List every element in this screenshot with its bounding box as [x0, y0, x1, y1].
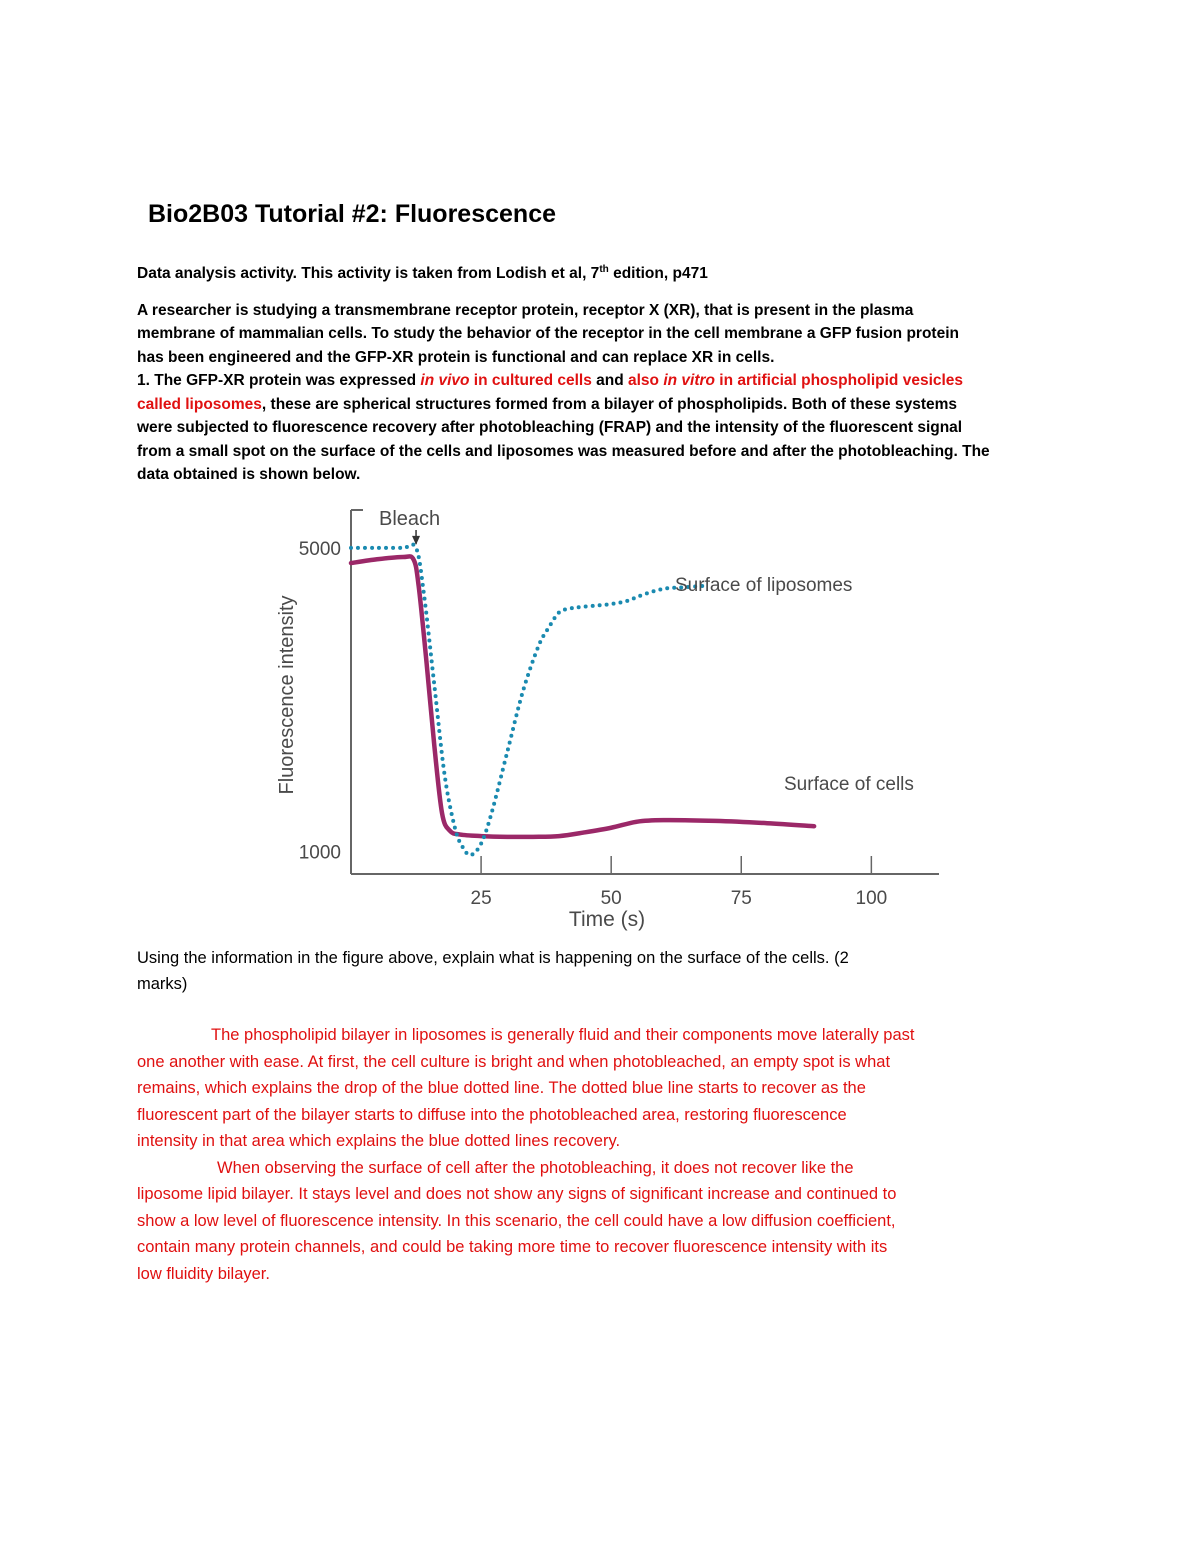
q1-highlight: also [627, 372, 664, 389]
question-section [137, 945, 1067, 997]
answer-line: When observing the surface of cell after the photobleaching, it does not recover like the [217, 1158, 854, 1177]
y-tick-label: 5000 [298, 538, 341, 560]
q1-text: , these are spherical structures formed from a bilayer of phospholipids. Both of these systems [261, 395, 958, 413]
x-tick-label: 25 [470, 888, 492, 909]
legend-liposomes-label: Surface of liposomes [675, 575, 853, 596]
q1-highlight: called liposomes [137, 395, 262, 413]
question-line: Using the information in the figure above, explain what is happening on the surface of the cells. (2 [137, 949, 849, 967]
frap-chart [255, 500, 955, 940]
question-1-line: from a small spot on the surface of the cells and liposomes was measured before and after the photobleaching. The [137, 442, 990, 460]
legend-cells-label: Surface of cells [784, 774, 914, 795]
q1-text: 1. The GFP-XR protein was expressed [137, 372, 421, 389]
answer-line: one another with ease. At first, the cell culture is bright and when photobleached, an empty spot is what [137, 1052, 891, 1071]
question-1-line: data obtained is shown below. [137, 466, 361, 483]
question-1-line [137, 369, 1067, 393]
question-line: marks) [137, 975, 188, 993]
series-line-surface-of-cells [351, 556, 814, 837]
answer-line: remains, which explains the drop of the blue dotted line. The dotted blue line starts to recover as the [137, 1079, 866, 1097]
y-axis-label: Fluorescence intensity [276, 595, 298, 795]
question-1-line [137, 393, 1067, 417]
bleach-annotation: Bleach [379, 508, 441, 530]
page-title: Bio2B03 Tutorial #2: Fluorescence [148, 200, 556, 228]
x-axis-label: Time (s) [568, 908, 646, 931]
series-line-surface-of-liposomes [351, 545, 705, 856]
answer-line: show a low level of fluorescence intensity. In this scenario, the cell could have a low diffusion coefficient, [137, 1211, 896, 1230]
source-line [137, 262, 1067, 286]
question-1-line: were subjected to fluorescence recovery after photobleaching (FRAP) and the intensity of the fluorescent signal [137, 419, 963, 436]
y-tick-label: 1000 [298, 842, 341, 864]
answer-line: intensity in that area which explains the blue dotted lines recovery. [137, 1132, 621, 1150]
edition-superscript: th [599, 263, 609, 275]
answer-line: The phospholipid bilayer in liposomes is generally fluid and their components move laterally past [211, 1026, 915, 1044]
q1-highlight: in artificial phospholipid vesicles [714, 372, 964, 389]
answer-line: low fluidity bilayer. [137, 1264, 270, 1283]
q1-highlight: in vitro [663, 372, 715, 389]
intro-line: membrane of mammalian cells. To study the behavior of the receptor in the cell membrane a GFP fusion protein [137, 325, 959, 342]
answer-line: contain many protein channels, and could be taking more time to recover fluorescence intensity with its [137, 1238, 888, 1256]
q1-highlight: in cultured cells [469, 372, 592, 389]
source-text-end: edition, p471 [608, 265, 708, 282]
intro-section [137, 262, 1067, 487]
intro-line: has been engineered and the GFP-XR protein is functional and can replace XR in cells. [137, 348, 775, 366]
q1-highlight: in vivo [420, 372, 470, 389]
answer-line: liposome lipid bilayer. It stays level and does not show any signs of significant increase and continued to [137, 1185, 897, 1203]
x-tick-label: 100 [855, 888, 888, 909]
x-tick-label: 50 [600, 888, 622, 909]
source-text: Data analysis activity. This activity is taken from Lodish et al, 7 [137, 265, 600, 282]
x-tick-label: 75 [730, 888, 752, 909]
intro-line: A researcher is studying a transmembrane receptor protein, receptor X (XR), that is present in the plasma [137, 301, 914, 319]
q1-text: and [591, 372, 628, 389]
answer-section [137, 1022, 1067, 1287]
answer-line: fluorescent part of the bilayer starts to diffuse into the photobleached area, restoring fluorescence [137, 1105, 847, 1124]
